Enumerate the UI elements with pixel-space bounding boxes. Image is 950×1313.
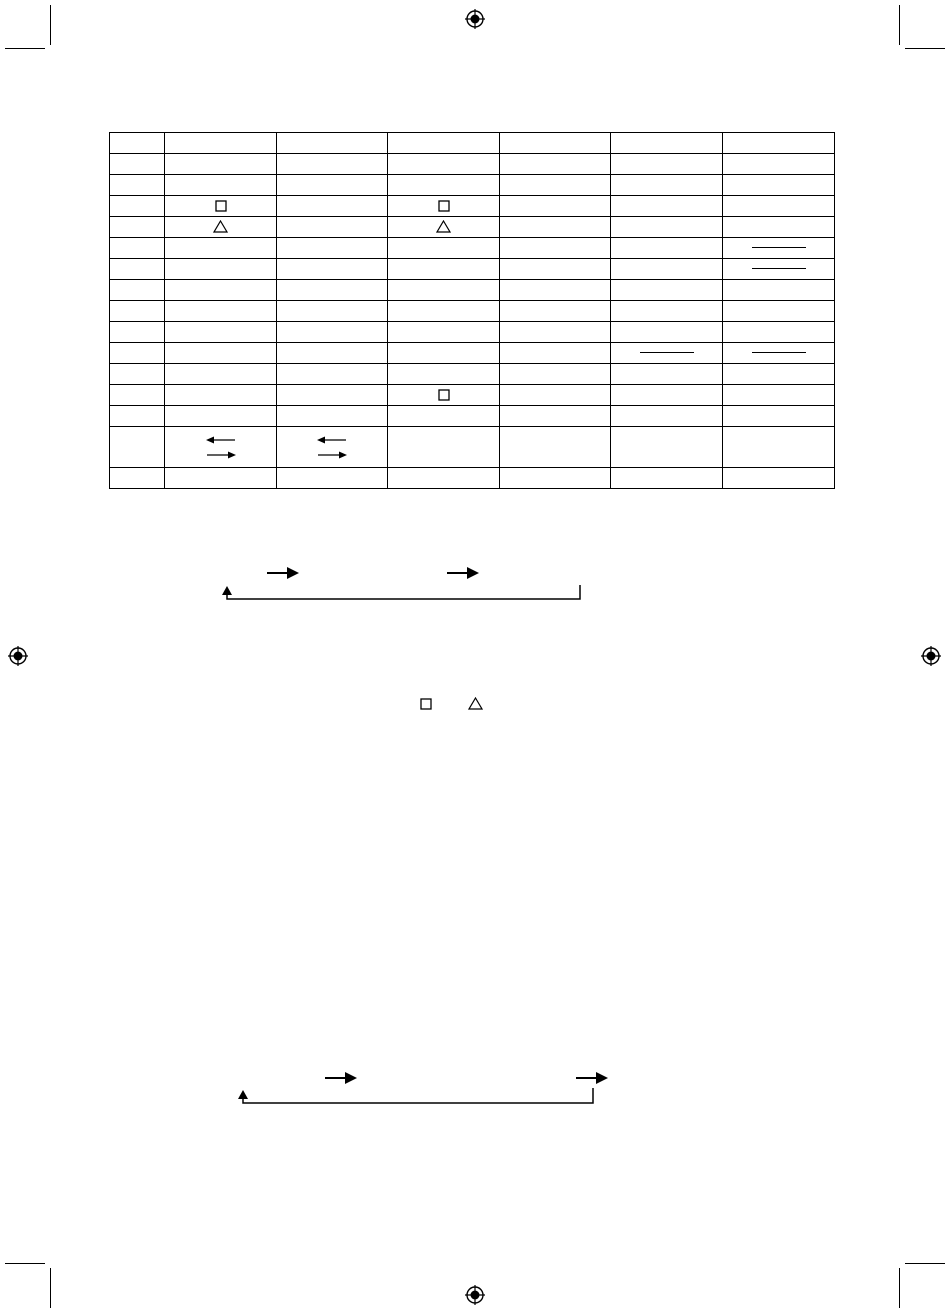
table-cell [723, 468, 835, 489]
arrows-left-right-icon [165, 436, 276, 459]
table-cell [723, 385, 835, 406]
table-cell [165, 301, 277, 322]
table-cell [611, 133, 723, 154]
table-cell [165, 217, 277, 238]
table-cell [500, 468, 611, 489]
line-mark [752, 268, 806, 269]
spec-table [109, 132, 835, 489]
table-cell [388, 154, 500, 175]
crop-mark [899, 1268, 900, 1308]
table-cell [388, 196, 500, 217]
return-loop-arrow-icon [238, 1088, 593, 1103]
crop-mark [905, 1263, 945, 1264]
table-cell [611, 301, 723, 322]
table-cell [611, 175, 723, 196]
table-cell [165, 322, 277, 343]
table-row [110, 322, 835, 343]
triangle-icon [436, 220, 451, 233]
registration-mark-icon [8, 646, 28, 666]
table-cell [611, 259, 723, 280]
table-cell [277, 322, 388, 343]
right-arrow-icon [447, 567, 479, 579]
table-cell [611, 343, 723, 364]
table-cell [277, 301, 388, 322]
table-row [110, 301, 835, 322]
table-cell [611, 196, 723, 217]
table-cell [110, 385, 165, 406]
table-row [110, 259, 835, 280]
table-cell [165, 364, 277, 385]
right-arrow-icon [576, 1072, 608, 1084]
table-cell [165, 343, 277, 364]
square-icon [438, 389, 450, 401]
crop-mark [5, 48, 45, 49]
table-cell [723, 196, 835, 217]
table-cell [110, 154, 165, 175]
table-row [110, 154, 835, 175]
table-cell [277, 259, 388, 280]
table-cell [500, 385, 611, 406]
right-arrow-icon [267, 567, 299, 579]
table-cell [611, 406, 723, 427]
table-row [110, 343, 835, 364]
flow-diagram [230, 1066, 620, 1111]
table-cell [388, 175, 500, 196]
table-cell [388, 364, 500, 385]
table-cell [500, 175, 611, 196]
table-row [110, 238, 835, 259]
table-cell [500, 154, 611, 175]
registration-mark-icon [465, 9, 485, 29]
table-cell [277, 175, 388, 196]
line-mark [752, 247, 806, 248]
table-cell [500, 427, 611, 468]
table-cell [110, 196, 165, 217]
table-cell [388, 133, 500, 154]
table-cell [277, 154, 388, 175]
table-cell [165, 427, 277, 468]
registration-mark-icon [465, 1285, 485, 1305]
table-cell [165, 280, 277, 301]
arrows-left-right-icon [277, 436, 387, 459]
table-cell [611, 385, 723, 406]
registration-mark-icon [921, 646, 941, 666]
table-cell [388, 301, 500, 322]
right-arrow-icon [317, 451, 347, 459]
table-cell [611, 154, 723, 175]
table-cell [388, 259, 500, 280]
table-cell [277, 238, 388, 259]
table-cell [110, 427, 165, 468]
table-cell [500, 217, 611, 238]
table-cell [165, 175, 277, 196]
table-cell [723, 175, 835, 196]
table-cell [277, 406, 388, 427]
right-arrow-icon [325, 1072, 357, 1084]
table-cell [723, 154, 835, 175]
table-row [110, 427, 835, 468]
square-icon [215, 200, 227, 212]
table-row [110, 196, 835, 217]
table-cell [277, 343, 388, 364]
table-cell [110, 217, 165, 238]
table-row [110, 468, 835, 489]
table-cell [500, 259, 611, 280]
table-cell [277, 385, 388, 406]
table-cell [723, 322, 835, 343]
table-cell [165, 259, 277, 280]
table-cell [500, 364, 611, 385]
crop-mark [5, 1263, 45, 1264]
table-cell [388, 385, 500, 406]
table-cell [165, 385, 277, 406]
table-cell [277, 468, 388, 489]
table-cell [500, 196, 611, 217]
table-cell [611, 427, 723, 468]
table-cell [611, 468, 723, 489]
table-cell [277, 217, 388, 238]
line-mark [752, 352, 806, 353]
square-icon [438, 200, 450, 212]
flow-diagram [215, 560, 595, 605]
table-cell [110, 364, 165, 385]
table-cell [500, 133, 611, 154]
table-cell [723, 427, 835, 468]
crop-mark [50, 5, 51, 45]
return-loop-arrow-icon [222, 585, 580, 599]
table-cell [500, 343, 611, 364]
crop-mark [899, 5, 900, 45]
table-cell [723, 343, 835, 364]
table-cell [165, 238, 277, 259]
table-cell [611, 280, 723, 301]
table-cell [388, 238, 500, 259]
table-cell [165, 406, 277, 427]
table-cell [110, 259, 165, 280]
table-cell [500, 322, 611, 343]
table-cell [723, 238, 835, 259]
table-cell [388, 468, 500, 489]
table-cell [110, 468, 165, 489]
spec-table-body [110, 133, 835, 489]
table-cell [388, 217, 500, 238]
triangle-icon [468, 697, 483, 710]
table-cell [723, 406, 835, 427]
right-arrow-icon [206, 451, 236, 459]
line-mark [640, 352, 694, 353]
table-cell [165, 468, 277, 489]
table-cell [500, 280, 611, 301]
table-cell [277, 280, 388, 301]
table-cell [388, 280, 500, 301]
table-cell [165, 133, 277, 154]
table-cell [500, 238, 611, 259]
table-cell [110, 238, 165, 259]
table-cell [611, 217, 723, 238]
table-cell [277, 364, 388, 385]
table-row [110, 280, 835, 301]
crop-mark [50, 1268, 51, 1308]
table-cell [165, 154, 277, 175]
table-cell [611, 322, 723, 343]
table-cell [723, 133, 835, 154]
square-icon [420, 698, 432, 710]
left-arrow-icon [317, 436, 347, 444]
table-cell [388, 343, 500, 364]
table-cell [165, 196, 277, 217]
table-cell [277, 427, 388, 468]
crop-mark [905, 48, 945, 49]
table-cell [277, 133, 388, 154]
table-cell [723, 280, 835, 301]
table-cell [723, 259, 835, 280]
left-arrow-icon [206, 436, 236, 444]
table-row [110, 385, 835, 406]
table-row [110, 406, 835, 427]
table-cell [277, 196, 388, 217]
table-cell [723, 301, 835, 322]
table-row [110, 217, 835, 238]
table-cell [110, 322, 165, 343]
table-cell [388, 322, 500, 343]
table-cell [500, 301, 611, 322]
table-cell [110, 175, 165, 196]
table-row [110, 364, 835, 385]
table-row [110, 133, 835, 154]
triangle-icon [213, 220, 228, 233]
table-row [110, 175, 835, 196]
table-cell [723, 217, 835, 238]
table-cell [611, 238, 723, 259]
table-cell [110, 280, 165, 301]
table-cell [723, 364, 835, 385]
table-cell [500, 406, 611, 427]
table-cell [611, 364, 723, 385]
table-cell [110, 133, 165, 154]
table-cell [110, 343, 165, 364]
table-cell [388, 427, 500, 468]
table-cell [110, 301, 165, 322]
table-cell [110, 406, 165, 427]
table-cell [388, 406, 500, 427]
